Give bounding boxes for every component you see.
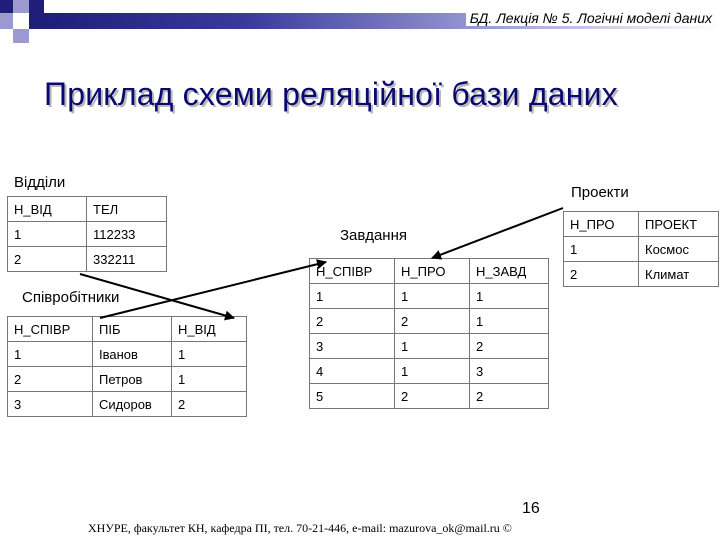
table-cell: 2 (8, 247, 87, 272)
column-header: ПРОЕКТ (639, 212, 719, 237)
department-to-employee-arrow (80, 274, 234, 318)
column-header: Н_ВІД (172, 317, 247, 342)
table-cell: 2 (8, 367, 93, 392)
column-header: Н_СПІВР (310, 259, 395, 284)
page-number: 16 (522, 500, 540, 517)
table-cell: 3 (470, 359, 549, 384)
table-cell: 2 (172, 392, 247, 417)
table-cell: 1 (470, 284, 549, 309)
table-cell: 332211 (87, 247, 167, 272)
table-cell: 112233 (87, 222, 167, 247)
column-header: ПІБ (93, 317, 172, 342)
table-cell: Сидоров (93, 392, 172, 417)
header-course-title: БД. Лекція № 5. Логічні моделі даних (466, 10, 712, 26)
table-cell: 1 (172, 367, 247, 392)
table-cell: 1 (8, 342, 93, 367)
column-header: Н_ВІД (8, 197, 87, 222)
column-header: Н_ПРО (564, 212, 639, 237)
table-cell: 2 (395, 384, 470, 409)
departments-label: Відділи (14, 174, 66, 191)
table-cell: 2 (395, 309, 470, 334)
footer-text: ХНУРЕ, факультет КН, кафедра ПІ, тел. 70-21-446, e-mail: mazurova_ok@mail.ru © (88, 521, 512, 535)
table-cell: 1 (564, 237, 639, 262)
table-cell: 1 (172, 342, 247, 367)
table-cell: 1 (310, 284, 395, 309)
column-header: ТЕЛ (87, 197, 167, 222)
table-cell: 2 (470, 334, 549, 359)
table-cell: 1 (395, 284, 470, 309)
table-cell: 2 (564, 262, 639, 287)
table-cell: 3 (8, 392, 93, 417)
table-cell: Іванов (93, 342, 172, 367)
table-cell: Космос (639, 237, 719, 262)
table-cell: 1 (8, 222, 87, 247)
tasks-label: Завдання (340, 227, 407, 244)
table-cell: Петров (93, 367, 172, 392)
table-cell: 3 (310, 334, 395, 359)
table-cell: 5 (310, 384, 395, 409)
column-header: Н_ПРО (395, 259, 470, 284)
table-cell: 4 (310, 359, 395, 384)
table-cell: 1 (395, 359, 470, 384)
table-cell: 2 (470, 384, 549, 409)
table-cell: 1 (470, 309, 549, 334)
projects-label: Проекти (571, 184, 629, 201)
table-cell: 1 (395, 334, 470, 359)
slide-title: Приклад схеми реляційної бази даних (44, 76, 618, 112)
table-cell: 2 (310, 309, 395, 334)
project-to-task-arrow (432, 208, 563, 258)
employees-label: Співробітники (22, 289, 120, 306)
column-header: Н_ЗАВД (470, 259, 549, 284)
column-header: Н_СПІВР (8, 317, 93, 342)
table-cell: Климат (639, 262, 719, 287)
